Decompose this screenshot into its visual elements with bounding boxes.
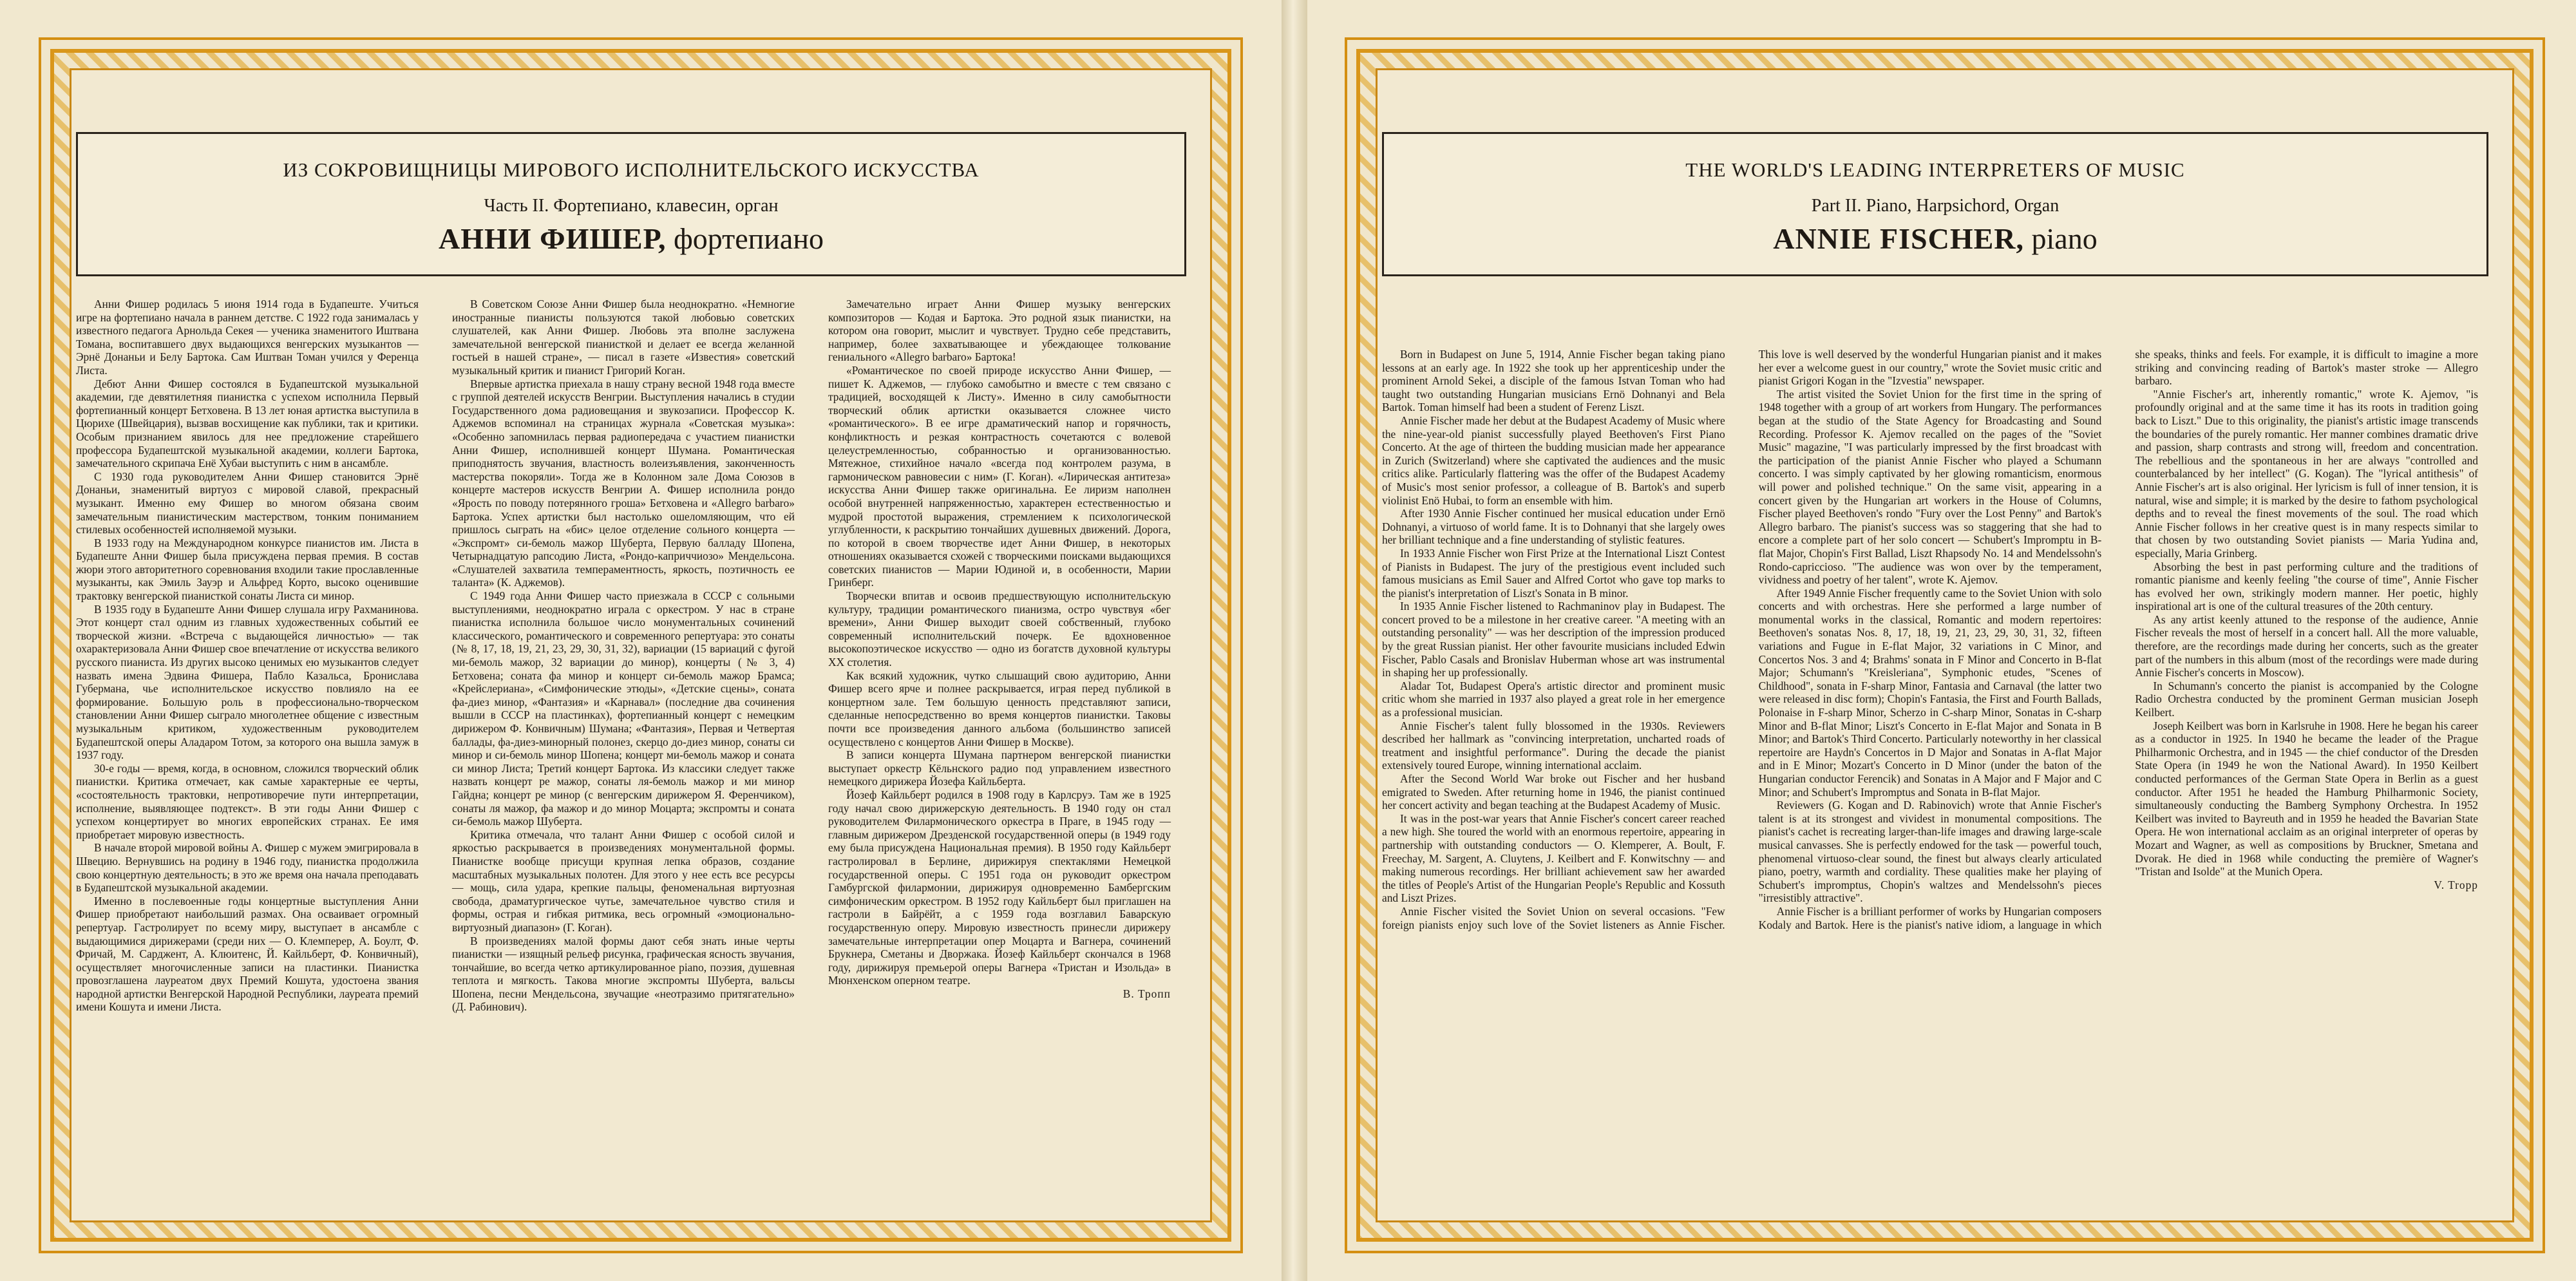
paragraph: Анни Фишер родилась 5 июня 1914 года в Будапеште. Учиться игре на фортепиано начала в раннем детстве. С 1922 года занималась у известного педагога Арнольда Секея — ученика знаменитого Иштвана Томана, воспитавшего двух выдающихся венгерских музыкантов — Эрнё Донаньи и Белу Бартока. Сам Иштван Томан учился у Ференца Листа. (76, 298, 419, 377)
artist-name: АННИ ФИШЕР, (439, 222, 667, 255)
paragraph: «Романтическое по своей природе искусство Анни Фишер, — пишет К. Аджемов, — глубоко самобытно и вместе с тем связано с традицией, восходящей к Листу». Именно в силу самобытности творческий облик артистки оказывается сложнее чисто «романтического». В ее игре драматический напор и горячность, конфликтность и резкая контрастность сочетаются с волевой целеустремленностью, собранностью и организованностью. Мятежное, стихийное начало «всегда под контролем разума, в гармоническом равновесии с ним» (Г. Коган). «Лирическая антитеза» искусства Анни Фишер также оригинальна. Ее лиризм наполнен особой внутренней напряженностью, характерен естественностью и мудрой простотой выражения, стремлением к психологической углубленности, к раскрытию тончайших душевных движений. Дорога, по которой в своем творчестве идет Анни Фишер, в некоторых отношениях оказывается схожей с творческими поисками выдающихся советских пианистов — Марии Юдиной и, в особенности, Марии Гринберг. (828, 363, 1171, 589)
book-gutter (1282, 0, 1307, 1281)
paragraph: As any artist keenly attuned to the response of the audience, Annie Fischer reveals the most of herself in a concert hall. All the more valuable, therefore, are the recordings made during her concerts, such as the greater part of the numbers in this album (most of the recordings were made during Annie Fischer's concerts in Moscow). (2135, 612, 2478, 679)
instrument: фортепиано (673, 222, 824, 255)
paragraph: В 1933 году на Международном конкурсе пианистов им. Листа в Будапеште Анни Фишер была присуждена первая премия. В состав жюри этого авторитетного соревнования входили такие прославленные музыканты, как Эмиль Зауэр и Альфред Корто, высоко оценившие трактовку венгерской пианисткой сонаты Листа си минор. (76, 536, 419, 603)
title-box (1382, 132, 2488, 276)
series-title: THE WORLD'S LEADING INTERPRETERS OF MUSIC (1685, 158, 2185, 181)
english-page (1307, 0, 2576, 1281)
paragraph: В Советском Союзе Анни Фишер была неоднократно. «Немногие иностранные пианисты пользуются такой любовью советских слушателей, как Анни Фишер. Любовь эта вполне заслужена замечательной венгерской пианисткой и делает ее всегда желанной гостьей в нашей стране», — писал в газете «Известия» советский музыкальный критик и пианист Григорий Коган. (452, 298, 795, 377)
paragraph: In 1935 Annie Fischer listened to Rachmaninov play in Budapest. The concert proved to be a milestone in her creative career. "A meeting with an outstanding personality" — was her description of the impression produced by the great Russian pianist. Her other favourite musicians included Edwin Fischer, Pablo Casals and Bronislav Huberman whose art was instrumental in shaping her up professionally. (1382, 600, 1725, 679)
artist-headline (78, 222, 1184, 256)
paragraph: Как всякий художник, чутко слышащий свою аудиторию, Анни Фишер всего ярче и полнее раскрывается, играя перед публикой в концертном зале. Тем большую ценность представляют записи, сделанные непосредственно во время концертов пианистки. Таковы почти все произведения данного альбома (большинство записей осуществлено с концертов Анни Фишер в Москве). (828, 669, 1171, 748)
paragraph: Впервые артистка приехала в нашу страну весной 1948 года вместе с группой деятелей искусств Венгрии. Выступления начались в студии Государственного дома радиовещания и звукозаписи. Профессор К. Аджемов вспоминал на страницах журнала «Советская музыка»: «Особенно запомнилась первая радиопередача с участием пианистки Анни Фишер, исполнившей концерт Шумана. Романтическая приподнятость звучания, властность волеизъявления, законченность мастерства покоряли». Тогда же в Колонном зале Дома Союзов в концерте мастеров искусств Венгрии А. Фишер исполнила рондо «Ярость по поводу потерянного гроша» Бетховена и «Allegro barbaro» Бартока. Успех артистки был настолько ошеломляющим, что ей пришлось сыграть на «бис» целое отделение сольного концерта — «Экспромт» си-бемоль мажор Шуберта, Первую балладу Шопена, Четырнадцатую рапсодию Листа, «Рондо-каприччиозо» Мендельсона. «Слушателей захватила темпераментность, яркость, поэтичность ее таланта» (К. Аджемов). (452, 377, 795, 589)
paragraph: In 1933 Annie Fischer won First Prize at the International Liszt Contest of Pianists in Budapest. The jury of the prestigious event included such famous musicians as Emil Sauer and Alfred Cortot who gave top marks to the pianist's interpretation of Liszt's Sonata in B minor. (1382, 546, 1725, 600)
paragraph: Замечательно играет Анни Фишер музыку венгерских композиторов — Кодая и Бартока. Это родной язык пианистки, на котором она говорит, мыслит и чувствует. Трудно себе представить, например, более захватывающее и убеждающее толкование гениального «Allegro barbaro» Бартока! (828, 298, 1171, 364)
artist-name: ANNIE FISCHER, (1773, 222, 2025, 255)
paragraph: Annie Fischer made her debut at the Budapest Academy of Music where the nine-year-old pianist successfully played Beethoven's First Piano Concerto. At the age of thirteen the budding musician made her appearance in Zurich (Switzerland) where she captivated the audiences and the music critics alike. Particularly flattering was the offer of the Budapest Academy of Music's most senior professor, a colleague of B. Bartok's and superb violinist Enö Hubai, to form an ensemble with him. (1382, 413, 1725, 507)
paragraph: Born in Budapest on June 5, 1914, Annie Fischer began taking piano lessons at an early age. In 1922 she took up her apprenticeship under the prominent Arnold Sekei, a disciple of the famous Istvan Toman who had taught two outstanding Hungarian musicians Ernö Dohnanyi and Bela Bartok. Toman himself had been a student of Ferenz Liszt. (1382, 348, 1725, 414)
paragraph: Йозеф Кайльберт родился в 1908 году в Карлсруэ. Там же в 1925 году начал свою дирижерскую деятельность. В 1940 году он стал руководителем Филармонического оркестра в Праге, в 1945 году — главным дирижером Дрезденской государственной оперы (в 1949 году ему была присуждена Национальная премия). В 1950 году Кайльберт гастролировал в Берлине, дирижируя спектаклями Немецкой государственной оперы. С 1951 года он руководит оркестром Гамбургской филармонии, дирижируя одновременно Бамбергским симфоническим оркестром. В 1952 году Кайльберт был приглашен на гастроли в Байрёйт, а с 1959 года возглавил Баварскую государственную оперу. Мировую известность принесли дирижеру замечательные интерпретации опер Моцарта и Вагнера, сочинений Брукнера, Сметаны и Дворжака. Йозеф Кайльберт скончался в 1968 году, дирижируя премьерой оперы Вагнера «Тристан и Изольда» в Мюнхенском оперном театре. (828, 788, 1171, 987)
paragraph: Annie Fischer visited the Soviet Union on several occasions. "Few foreign pianists enjoy such love of the Soviet listeners as Annie Fischer. This love is well deserved by the wonderful Hungarian pianist and it makes her ever a welcome guest in our country," wrote the Soviet music critic and pianist Grigori Kogan in the "Izvestia" newspaper. (1382, 348, 2102, 931)
paragraph: 30-е годы — время, когда, в основном, сложился творческий облик пианистки. Критика отмечает, как самые характерные ее черты, «состоятельность трактовки, непротиворечие пути интерпретации, исполнение, выявляющее подтекст». В эти годы Анни Фишер с успехом концертирует во многих европейских странах. Ее имя приобретает мировую известность. (76, 761, 419, 841)
paragraph: Творчески впитав и освоив предшествующую исполнительскую культуру, традиции романтического пианизма, остро чувствуя «бег времени», Анни Фишер выходит своей собственный, глубоко современный исполнительский почерк. Ее вдохновенное высокопоэтическое искусство — одно из богатств духовной культуры XX столетия. (828, 589, 1171, 669)
series-title: ИЗ СОКРОВИЩНИЦЫ МИРОВОГО ИСПОЛНИТЕЛЬСКОГО ИСКУССТВА (283, 158, 980, 181)
paragraph: It was in the post-war years that Annie Fischer's concert career reached a new high. She toured the world with an enormous repertoire, appearing in partnership with outstanding conductors — O. Klemperer, A. Boult, F. Freechay, M. Sargent, A. Cluytens, J. Keilbert and F. Konwitschny — and making numerous recordings. Her brilliant achievement saw her awarded the titles of People's Artist of the Hungarian People's Republic and Kossuth and Liszt Prizes. (1382, 811, 1725, 905)
paragraph: "Annie Fischer's art, inherently romantic," wrote K. Ajemov, "is profoundly original and at the same time it has its roots in tradition going back to Liszt." Due to this originality, the pianist's artistic image transcends the boundaries of the purely romantic. Her manner combines dramatic drive and passion, sharp contrasts and strong will, freedom and concentration. The rebellious and the spontaneous in her are always "controlled and counterbalanced by her intellect" (G. Kogan). The "lyrical antithesis" of Annie Fischer's art is also original. Her lyricism is full of inner tension, it is natural, wise and simple; it is marked by the desire to fathom psychological depths and to reveal the finest movements of the soul. The road which Annie Fischer follows in her creative quest is in many respects similar to that chosen by two outstanding Soviet pianists — Maria Yudina and, especially, Maria Grinberg. (2135, 387, 2478, 560)
paragraph: Annie Fischer is a brilliant performer of works by Hungarian composers Kodaly and Bartok. Here is the pianist's native idiom, a language in which she speaks, thinks and feels. For example, it is difficult to imagine a more striking and convincing reading of Bartok's master stroke — Allegro barbaro. (1758, 348, 2478, 931)
part-subtitle: Part II. Piano, Harpsichord, Organ (1811, 196, 2060, 216)
paragraph: After 1949 Annie Fischer frequently came to the Soviet Union with solo concerts and with orchestras. Here she performed a large number of monumental works in the classical, Romantic and modern repertoires: Beethoven's sonatas Nos. 8, 17, 18, 19, 21, 23, 29, 30, 31, 32, fifteen variations and Fugue in E-flat Major, 32 variations in C Minor, and Concertos Nos. 3 and 4; Brahms' sonata in F Minor and Concerto in B-flat Major; Schumann's "Kreisleriana", Symphonic etudes, "Scenes of Childhood", sonata in F-sharp Minor, Fantasia and Carnaval (the latter two were released in disc form); Chopin's Fantasia, the First and Fourth Ballads, Polonaise in F-sharp Minor, Scherzo in C-sharp Minor, Sonatas in C-sharp Minor and B-flat Minor; Liszt's Concerto in E-flat Major and Sonata in B Minor; and Bartok's Third Concerto. Particularly noteworthy in her classical repertoire are Haydn's Concertos in D Major and Sonatas in A-flat Major and in E Minor; Mozart's Concerto in D Minor (under the baton of the Hungarian conductor Ferencik) and Sonatas in A Major and F Major and C Minor; and Schubert's Impromptus and Sonata in B-flat Major. (1758, 586, 2102, 799)
article-body (1382, 348, 2478, 1191)
paragraph: В начале второй мировой войны А. Фишер с мужем эмигрировала в Швецию. Вернувшись на родину в 1946 году, пианистка продолжила свою концертную деятельность; в это же время она начала преподавать в Будапештской музыкальной академии. (76, 841, 419, 895)
paragraph: Absorbing the best in past performing culture and the traditions of romantic pianisme and keenly feeling "the course of time", Annie Fischer has evolved her own, strikingly modern manner. Her poetic, highly inspirational art is one of the cultural treasures of the 20th century. (2135, 560, 2478, 613)
paragraph: Joseph Keilbert was born in Karlsruhe in 1908. Here he began his career as a conductor in 1925. In 1940 he became the leader of the Prague Philharmonic Orchestra, and in 1945 — the chief conductor of the Dresden State Opera (in 1949 he won the National Award). In 1950 Keilbert conducted performances of the German State Opera in Berlin as a guest conductor. After 1951 he headed the Hamburg Philharmonic Society, simultaneously conducting the Bamberg Symphony Orchestra. In 1952 Keilbert was invited to Bayreuth and in 1959 he headed the Bavarian State Opera. He won international acclaim as an original interpreter of operas by Mozart and Wagner, as well as compositions by Bruckner, Smetana and Dvorak. He died in 1968 while conducting the première of Wagner's "Tristan and Isolde" at the Munich Opera. (2135, 719, 2478, 878)
paragraph: In Schumann's concerto the pianist is accompanied by the Cologne Radio Orchestra conducted by the prominent German musician Joseph Keilbert. (2135, 679, 2478, 719)
paragraph: Annie Fischer's talent fully blossomed in the 1930s. Reviewers described her hallmark as "convincing interpretation, uncharted roads of treatment and insightful performance". During the decade the pianist extensively toured Europe, winning international acclaim. (1382, 719, 1725, 772)
paragraph: В произведениях малой формы дают себя знать иные черты пианистки — изящный рельеф рисунка, графическая ясность звучания, тончайшие, во всегда четко артикулированное piano, поэзия, душевная теплота и мягкость. Такова многие экспромты Шуберта, вальсы Шопена, песни Мендельсона, звучащие «неотразимо притягательно» (Д. Рабинович). (452, 934, 795, 1014)
paragraph: Критика отмечала, что талант Анни Фишер с особой силой и яркостью раскрывается в произведениях монументальной формы. Пианистке вообще присущи крупная лепка образов, создание масштабных музыкальных полотен. Для этого у нее есть все ресурсы — мощь, сила удара, крепкие пальцы, феноменальная виртуозная свобода, драматургическое чутье, замечательное чувство стиля и формы, острая и гибкая ритмика, весь огромный «эмоционально-виртуозный диапазон» (Г. Коган). (452, 828, 795, 934)
title-box (76, 132, 1186, 276)
russian-page (0, 0, 1282, 1281)
paragraph: After the Second World War broke out Fischer and her husband emigrated to Sweden. After returning home in 1946, the pianist continued her concert activity and began teaching at the Budapest Academy of Music. (1382, 772, 1725, 812)
paragraph: Дебют Анни Фишер состоялся в Будапештской музыкальной академии, где девятилетняя пианистка с успехом исполнила Первый фортепианный концерт Бетховена. В 13 лет юная артистка выступила в Цюрихе (Швейцария), вызвав восхищение как публики, так и критики. Особым признанием явилось для нее предложение старейшего профессора Будапештской музыкальной академии, коллеги Бартока, замечательного скрипача Енё Хубаи выступить с ним в ансамбле. (76, 377, 419, 470)
paragraph: Reviewers (G. Kogan and D. Rabinovich) wrote that Annie Fischer's talent is at its strongest and vividest in monumental compositions. The pianist's cachet is recreating larger-than-life images and drawing large-scale musical canvasses. She is perfectly endowed for the task — powerful touch, phenomenal virtuoso-clear sound, the finest but always clearly articulated piano, poetry, warmth and cordiality. These qualities make her playing of Schubert's impromptus, Chopin's waltzes and Mendelssohn's pieces "irresistibly attractive". (1758, 799, 2102, 905)
paragraph: В записи концерта Шумана партнером венгерской пианистки выступает оркестр Кёльнского радио под управлением известного немецкого дирижера Йозефа Кайльберта. (828, 748, 1171, 788)
instrument: piano (2031, 222, 2098, 255)
paragraph: Aladar Tot, Budapest Opera's artistic director and prominent music critic whom she married in 1937 also played a great role in her emergence as a professional musician. (1382, 679, 1725, 719)
signature: В. Тропп (1122, 987, 1171, 1000)
artist-headline (1384, 222, 2486, 256)
article-body (76, 298, 1171, 1199)
paragraph: Именно в послевоенные годы концертные выступления Анни Фишер приобретают наибольший размах. Она осваивает огромный репертуар. Гастролирует по всему миру, выступает в ансамбле с выдающимися дирижерами (среди них — О. Клемперер, А. Боулт, Ф. Фричай, М. Сарджент, А. Клюитенс, Й. Кайльберт, Ф. Конвичный), осуществляет многочисленные записи на пластинки. Пианистка провозглашена лауреатом двух Премий Кошута, удостоена звания народной артистки Венгерской Народной Республики, лауреата премий имени Кошута и имени Листа. (76, 894, 419, 1014)
paragraph: С 1930 года руководителем Анни Фишер становится Эрнё Донаньи, знаменитый виртуоз с мировой славой, прекрасный музыкант. Именно ему Фишер во многом обязана своим замечательным пианистическим мастерством, тонким пониманием стилевых особенностей исполняемой музыки. (76, 470, 419, 536)
signature: V. Tropp (2434, 878, 2478, 891)
paragraph: After 1930 Annie Fischer continued her musical education under Ernö Dohnanyi, a virtuoso of world fame. It is to Dohnanyi that she largely owes her brilliant technique and a fine understanding of stylistic features. (1382, 507, 1725, 547)
part-subtitle: Часть II. Фортепиано, клавесин, орган (484, 196, 779, 216)
paragraph: С 1949 года Анни Фишер часто приезжала в СССР с сольными выступлениями, неоднократно играла с оркестром. У нас в стране пианистка исполнила большое число монументальных сочинений классического, романтического и современного репертуара: это сонаты (№ 8, 17, 18, 19, 21, 23, 29, 30, 31, 32), вариации (15 вариаций с фугой ми-бемоль мажор, 32 вариации до минор), концерты (№ 3, 4) Бетховена; соната фа минор и концерт си-бемоль мажор Брамса; «Крейслериана», «Симфонические этюды», «Детские сцены», соната фа-диез минор, «Фантазия» и «Карнавал» (последние два сочинения вышли в СССР на пластинках), фортепианный концерт с немецким дирижером Ф. Конвичным) Шумана; «Фантазия», Первая и Четвертая баллады, фа-диез-минорный полонез, скерцо до-диез минор, сонаты си минор и си-бемоль минор Шопена; концерт ми-бемоль мажор и соната си минор Листа; Третий концерт Бартока. Из классики следует также назвать концерт ре мажор, сонаты ля-бемоль мажор и ми минор Гайдна; концерт ре минор (с венгерским дирижером Я. Ференчиком), сонаты ля мажор, фа мажор и до минор Моцарта; экспромты и соната си-бемоль мажор Шуберта. (452, 589, 795, 828)
paragraph: В 1935 году в Будапеште Анни Фишер слушала игру Рахманинова. Этот концерт стал одним из главных художественных событий ее творческой жизни. «Встреча с выдающейся личностью» — так охарактеризовала Анни Фишер свое впечатление от искусства великого русского пианиста. Из других высоко ценимых ею музыкантов следует назвать имена Эдвина Фишера, Пабло Казальса, Бронислава Губермана, чье исполнительское искусство повлияло на ее формирование. Большую роль в профессионально-творческом становлении Анни Фишер сыграло многолетнее общение с известным музыкальным критиком, художественным руководителем Будапештской оперы Аладаром Тотом, за которого она вышла замуж в 1937 году. (76, 602, 419, 762)
paragraph: The artist visited the Soviet Union for the first time in the spring of 1948 together with a group of art workers from Hungary. The performances began at the studio of the State Agency for Broadcasting and Sound Recording. Professor K. Ajemov recalled on the pages of the "Soviet Music" magazine, "I was particularly impressed by the first broadcast with the participation of the pianist Annie Fischer who played a Schumann concerto. I was simply captivated by her glowing romanticism, enormous will power and polished technique." On the same visit, appearing in a concert given by the Hungarian art workers in the House of Columns, Fischer played Beethoven's rondo "Fury over the Lost Penny" and Bartok's Allegro barbaro. The pianist's success was so staggering that she had to encore a complete part of her solo concert — Schubert's Impromptu in B-flat Major, Chopin's First Ballad, Liszt Rhapsody No. 14 and Mendelssohn's Rondo-capriccioso. "The audience was won over by the temperament, vividness and poetry of her talent", wrote K. Ajemov. (1758, 387, 2102, 587)
